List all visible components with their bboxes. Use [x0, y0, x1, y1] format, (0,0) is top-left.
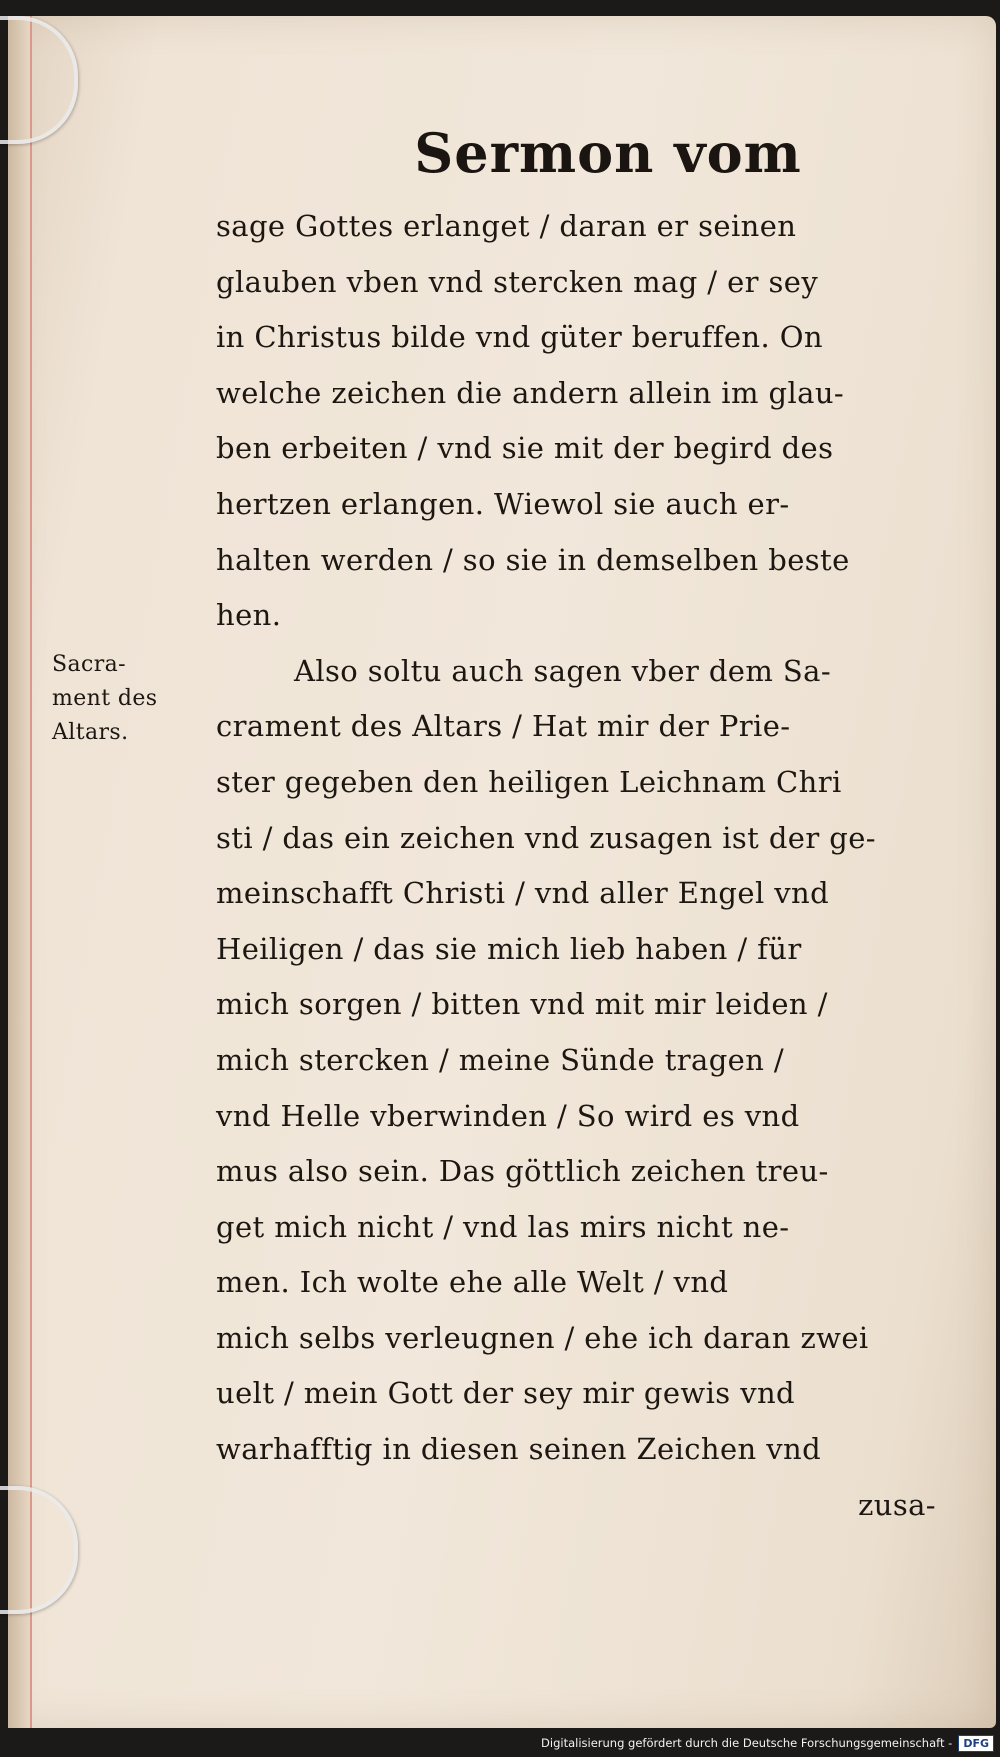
dfg-logo: DFG	[958, 1735, 994, 1752]
text-line: glauben vben vnd stercken mag / er sey	[216, 264, 819, 299]
text-line: meinschafft Christi / vnd aller Engel vnd	[216, 876, 830, 911]
text-line: mich stercken / meine Sünde tragen /	[216, 1042, 785, 1077]
text-line: sti / das ein zeichen vnd zusagen ist der ge-	[216, 820, 876, 855]
book-page	[8, 16, 996, 1728]
text-line: welche zeichen die andern allein im glau-	[216, 375, 845, 410]
text-line: get mich nicht / vnd las mirs nicht ne-	[216, 1209, 790, 1244]
page-gutter-edge	[8, 16, 32, 1728]
text-line: warhafftig in diesen seinen Zeichen vnd	[216, 1432, 822, 1467]
text-line: mich sorgen / bitten vnd mit mir leiden /	[216, 987, 828, 1022]
text-line: ster gegeben den heiligen Leichnam Chri	[216, 764, 842, 799]
digitization-footer	[541, 1732, 994, 1754]
catchword: zusa-	[858, 1487, 936, 1522]
text-line: halten werden / so sie in demselben beste	[216, 542, 850, 577]
funding-notice: Digitalisierung gefördert durch die Deutsche Forschungsgemeinschaft -	[541, 1736, 953, 1750]
running-head: Sermon vom	[414, 121, 802, 185]
text-line: mich selbs verleugnen / ehe ich daran zwei	[216, 1320, 869, 1355]
text-line: hertzen erlangen. Wiewol sie auch er-	[216, 486, 790, 521]
text-line: crament des Altars / Hat mir der Prie-	[216, 709, 791, 744]
margin-note	[52, 648, 157, 750]
text-line: Also soltu auch sagen vber dem Sa-	[294, 653, 832, 688]
margin-note-line: ment des	[52, 686, 158, 711]
text-line: hen.	[216, 598, 282, 633]
text-line: uelt / mein Gott der sey mir gewis vnd	[216, 1376, 796, 1411]
text-line: ben erbeiten / vnd sie mit der begird des	[216, 431, 834, 466]
text-line: sage Gottes erlanget / daran er seinen	[216, 209, 797, 243]
margin-note-line: Sacra-	[52, 652, 126, 677]
text-line: mus also sein. Das göttlich zeichen treu-	[216, 1154, 829, 1189]
text-line: in Christus bilde vnd güter beruffen. On	[216, 320, 823, 355]
margin-note-line: Altars.	[52, 720, 129, 745]
text-line: Heiligen / das sie mich lieb haben / für	[216, 931, 802, 966]
page-clip-bottom	[0, 1486, 78, 1614]
body-text	[216, 199, 938, 1533]
text-line: vnd Helle vberwinden / So wird es vnd	[216, 1098, 800, 1133]
text-line: men. Ich wolte ehe alle Welt / vnd	[216, 1265, 729, 1300]
